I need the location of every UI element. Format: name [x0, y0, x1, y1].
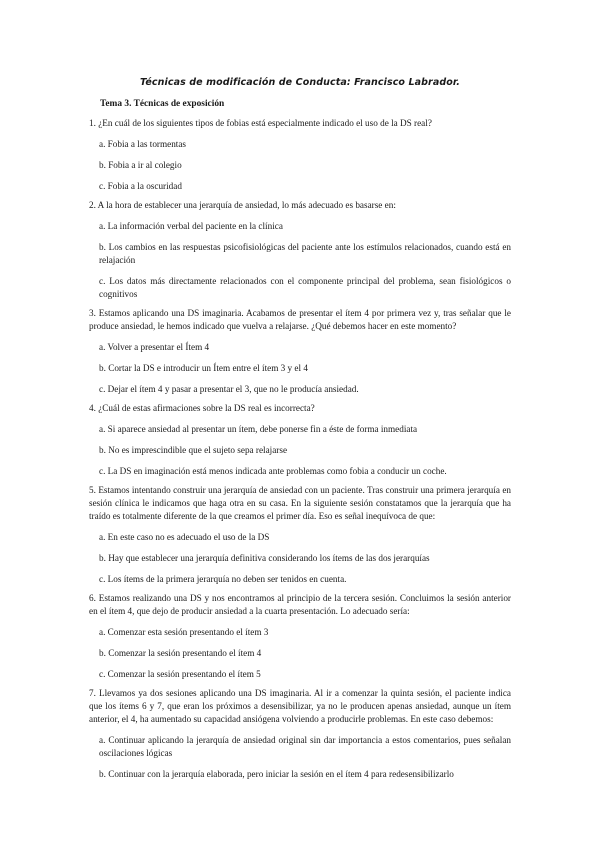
question-text: 3. Estamos aplicando una DS imaginaria. Acabamos de presentar el ítem 4 por primera vez y, tras señalar que le produce ansiedad, le hemos indicado que vuelva a relajarse. ¿Qué debemos hacer en este momento?: [89, 308, 511, 331]
answer-option: c. Los ítems de la primera jerarquía no deben ser tenidos en cuenta.: [99, 574, 347, 584]
answer-option: a. Si aparece ansiedad al presentar un ítem, debe ponerse fin a éste de forma inmediata: [99, 424, 418, 434]
answer-option: c. Los datos más directamente relacionados con el componente principal del problema, sean fisiológicos o cognitivos: [99, 276, 511, 299]
question-text: 7. Llevamos ya dos sesiones aplicando una DS imaginaria. Al ir a comenzar la quinta sesión, el paciente indica que los ítems 6 y 7, que eran los próximos a desensibilizar, ya no le producen apenas ansiedad, aunque un ítem anterior, el 4, ha aumentado su capacidad ansiógena volviendo a producirle problemas. En este caso debemos:: [89, 688, 511, 724]
question-block: [89, 117, 511, 193]
answer-option: b. Cortar la DS e introducir un Ítem entre el ítem 3 y el 4: [99, 363, 308, 373]
answer-option: c. La DS en imaginación está menos indicada ante problemas como fobia a conducir un coche.: [99, 466, 447, 476]
answer-option: b. Comenzar la sesión presentando el ítem 4: [99, 648, 262, 658]
answer-option: b. Fobia a ir al colegio: [99, 160, 182, 170]
answer-option: a. La información verbal del paciente en la clínica: [99, 221, 283, 231]
answer-option: b. Los cambios en las respuestas psicofisiológicas del paciente ante los estímulos relacionados, cuando está en relajación: [99, 242, 511, 265]
answer-option: a. Volver a presentar el Ítem 4: [99, 342, 210, 352]
question-block: [89, 592, 511, 681]
answer-option: a. Comenzar esta sesión presentando el ítem 3: [99, 627, 269, 637]
question-text: 6. Estamos realizando una DS y nos encontramos al principio de la tercera sesión. Concluimos la sesión anterior en el ítem 4, que dejo de producir ansiedad a la cuarta presentación. Lo adecuado sería:: [89, 593, 511, 616]
answer-option: c. Fobia a la oscuridad: [99, 181, 182, 191]
answer-option: c. Comenzar la sesión presentando el ítem 5: [99, 669, 261, 679]
question-text: 1. ¿En cuál de los siguientes tipos de fobias está especialmente indicado el uso de la DS real?: [89, 118, 432, 128]
answer-option: a. Fobia a las tormentas: [99, 139, 187, 149]
document-title: Técnicas de modificación de Conducta: Francisco Labrador.: [139, 77, 460, 88]
question-block: [89, 402, 511, 478]
question-block: [89, 687, 511, 781]
answer-option: c. Dejar el ítem 4 y pasar a presentar el 3, que no le producía ansiedad.: [99, 384, 359, 394]
answer-option: b. Hay que establecer una jerarquía definitiva considerando los ítems de las dos jerarquías: [99, 553, 430, 563]
answer-option: b. No es imprescindible que el sujeto sepa relajarse: [99, 445, 288, 455]
question-block: [89, 307, 511, 396]
question-text: 5. Estamos intentando construir una jerarquía de ansiedad con un paciente. Tras construir una primera jerarquía en sesión clínica le indicamos que haga otra en su casa. En la siguiente sesión constatamos que la jerarquía que ha traído es totalmente diferente de la que creamos el primer día. Eso es señal inequívoca de que:: [89, 485, 511, 521]
question-block: [89, 484, 511, 586]
answer-option: a. En este caso no es adecuado el uso de la DS: [99, 532, 270, 542]
question-text: 4. ¿Cuál de estas afirmaciones sobre la DS real es incorrecta?: [89, 403, 315, 413]
question-list: [89, 112, 511, 787]
section-heading: Tema 3. Técnicas de exposición: [100, 99, 225, 109]
question-text: 2. A la hora de establecer una jerarquía de ansiedad, lo más adecuado es basarse en:: [89, 200, 396, 210]
answer-option: a. Continuar aplicando la jerarquía de ansiedad original sin dar importancia a estos comentarios, pues señalan oscilaciones lógicas: [99, 735, 511, 758]
answer-option: b. Continuar con la jerarquía elaborada, pero iniciar la sesión en el ítem 4 para redesensibilizarlo: [99, 769, 454, 779]
question-block: [89, 199, 511, 301]
